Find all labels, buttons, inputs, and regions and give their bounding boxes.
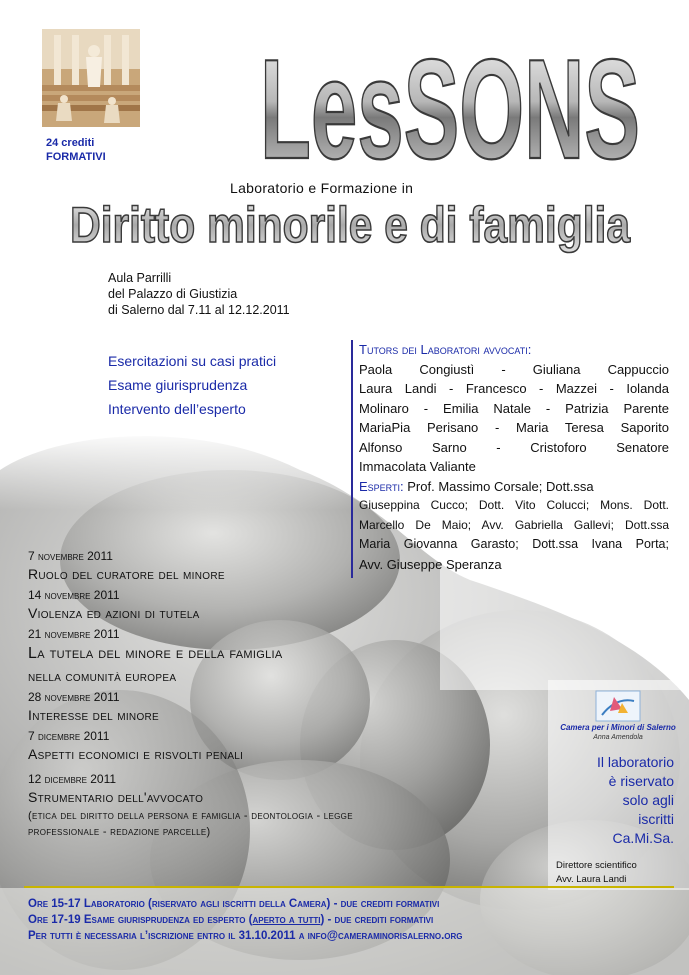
venue-line2: del Palazzo di Giustizia xyxy=(108,287,238,301)
subtitle: Laboratorio e Formazione in xyxy=(230,180,414,196)
lessons-title xyxy=(255,30,645,189)
org-signature: Anna Amendola xyxy=(593,734,643,741)
director-info xyxy=(556,859,676,887)
session-title: Strumentario dell'avvocato xyxy=(28,789,204,805)
session-title: Aspetti economici e risvolti penali xyxy=(28,746,244,762)
footer-line2-end: ) - due crediti formativi xyxy=(320,914,434,926)
session-title: Ruolo del curatore del minore xyxy=(28,566,225,582)
session-date: 12 dicembre 2011 xyxy=(28,772,117,786)
activity-item: Esame giurisprudenza xyxy=(108,377,248,393)
reserved-line: è riservato xyxy=(608,773,674,789)
activity-item: Intervento dell’esperto xyxy=(108,401,246,417)
venue-info xyxy=(108,270,290,318)
session-title: Violenza ed azioni di tutela xyxy=(28,605,200,621)
session-date: 7 dicembre 2011 xyxy=(28,729,110,743)
credits-label xyxy=(46,136,106,164)
session-date: 14 novembre 2011 xyxy=(28,588,120,602)
footer xyxy=(28,896,463,944)
session-note: professionale - redazione parcelle) xyxy=(28,826,211,838)
tutors-block xyxy=(351,340,669,578)
sessions-list xyxy=(28,548,428,842)
footer-divider xyxy=(24,886,674,888)
session-note: (etica del diritto della persona e famiglia - deontologia - legge xyxy=(28,810,353,822)
session-item xyxy=(28,689,428,726)
venue-line3: di Salerno dal 7.11 al 12.12.2011 xyxy=(108,303,290,317)
tutor-line: Alfonso Sarno - Cristoforo Senatore xyxy=(359,439,669,455)
expert-line: Maria Giovanna Garasto; Dott.ssa Ivana Porta; xyxy=(359,537,669,551)
experts-heading: Esperti: xyxy=(359,478,404,494)
expert-line: Marcello De Maio; Avv. Gabriella Gallevi; Dott.ssa xyxy=(359,517,669,532)
credits-line1: 24 crediti xyxy=(46,137,95,149)
activities-list xyxy=(108,349,276,421)
contact-email-link[interactable]: info@cameraminorisalerno.org xyxy=(307,930,463,942)
session-title: Interesse del minore xyxy=(28,707,160,723)
activity-item: Esercitazioni su casi pratici xyxy=(108,353,277,369)
reserved-line: Il laboratorio xyxy=(596,754,674,770)
session-title-line2: nella comunità europea xyxy=(28,668,177,684)
expert-line: Avv. Giuseppe Speranza xyxy=(359,556,502,572)
tutor-line: Laura Landi - Francesco - Mazzei - Iolanda xyxy=(359,381,669,396)
session-item xyxy=(28,728,428,765)
tutors-heading: Tutors dei Laboratori avvocati: xyxy=(359,342,532,357)
tutor-line: Paola Congiustì - Giuliana Cappuccio xyxy=(359,361,669,377)
session-title: La tutela del minore e della famiglia xyxy=(28,645,283,662)
footer-line3 xyxy=(28,928,463,944)
expert-line: Giuseppina Cucco; Dott. Vito Colucci; Mons. Dott. xyxy=(359,498,669,512)
footer-line2-start: Ore 17-19 Esame giurisprudenza ed esperto ( xyxy=(28,914,253,926)
venue-line1: Aula Parrilli xyxy=(108,271,172,285)
footer-line2 xyxy=(28,912,463,928)
credits-line2: FORMATIVI xyxy=(46,151,106,163)
topic-title xyxy=(60,192,640,254)
director-role: Direttore scientifico xyxy=(556,860,637,871)
reserved-note xyxy=(556,753,674,848)
director-name: Avv. Laura Landi xyxy=(556,874,627,885)
session-date: 21 novembre 2011 xyxy=(28,627,120,641)
expert-line: Prof. Massimo Corsale; Dott.ssa xyxy=(407,478,594,494)
lessons-title-text: LesSONS xyxy=(260,30,640,189)
session-item xyxy=(28,626,428,687)
session-item xyxy=(28,548,428,585)
org-name: Camera per i Minori di Salerno xyxy=(560,723,676,732)
footer-line1: Ore 15-17 Laboratorio (riservato agli iscritti della Camera) - due crediti formativi xyxy=(28,898,440,910)
session-date: 7 novembre 2011 xyxy=(28,549,113,563)
tutor-line: MariaPia Perisano - Maria Teresa Saporito xyxy=(359,420,669,435)
reserved-line: solo agli xyxy=(622,792,674,808)
tutor-line: Molinaro - Emilia Natale - Patrizia Parente xyxy=(359,400,669,416)
reserved-line: Ca.Mi.Sa. xyxy=(612,830,674,846)
session-date: 28 novembre 2011 xyxy=(28,690,120,704)
medallion-image xyxy=(42,29,140,127)
tutor-line: Immacolata Valiante xyxy=(359,459,476,474)
org-logo xyxy=(556,691,680,747)
open-to-all-label: aperto a tutti xyxy=(252,914,321,926)
reserved-line: iscritti xyxy=(638,811,674,827)
topic-title-text: Diritto minorile e di famiglia xyxy=(70,197,632,253)
footer-line3-text: Per tutti è necessaria l’iscrizione entro il 31.10.2011 a xyxy=(28,930,308,942)
session-item xyxy=(28,771,428,840)
session-item xyxy=(28,587,428,624)
